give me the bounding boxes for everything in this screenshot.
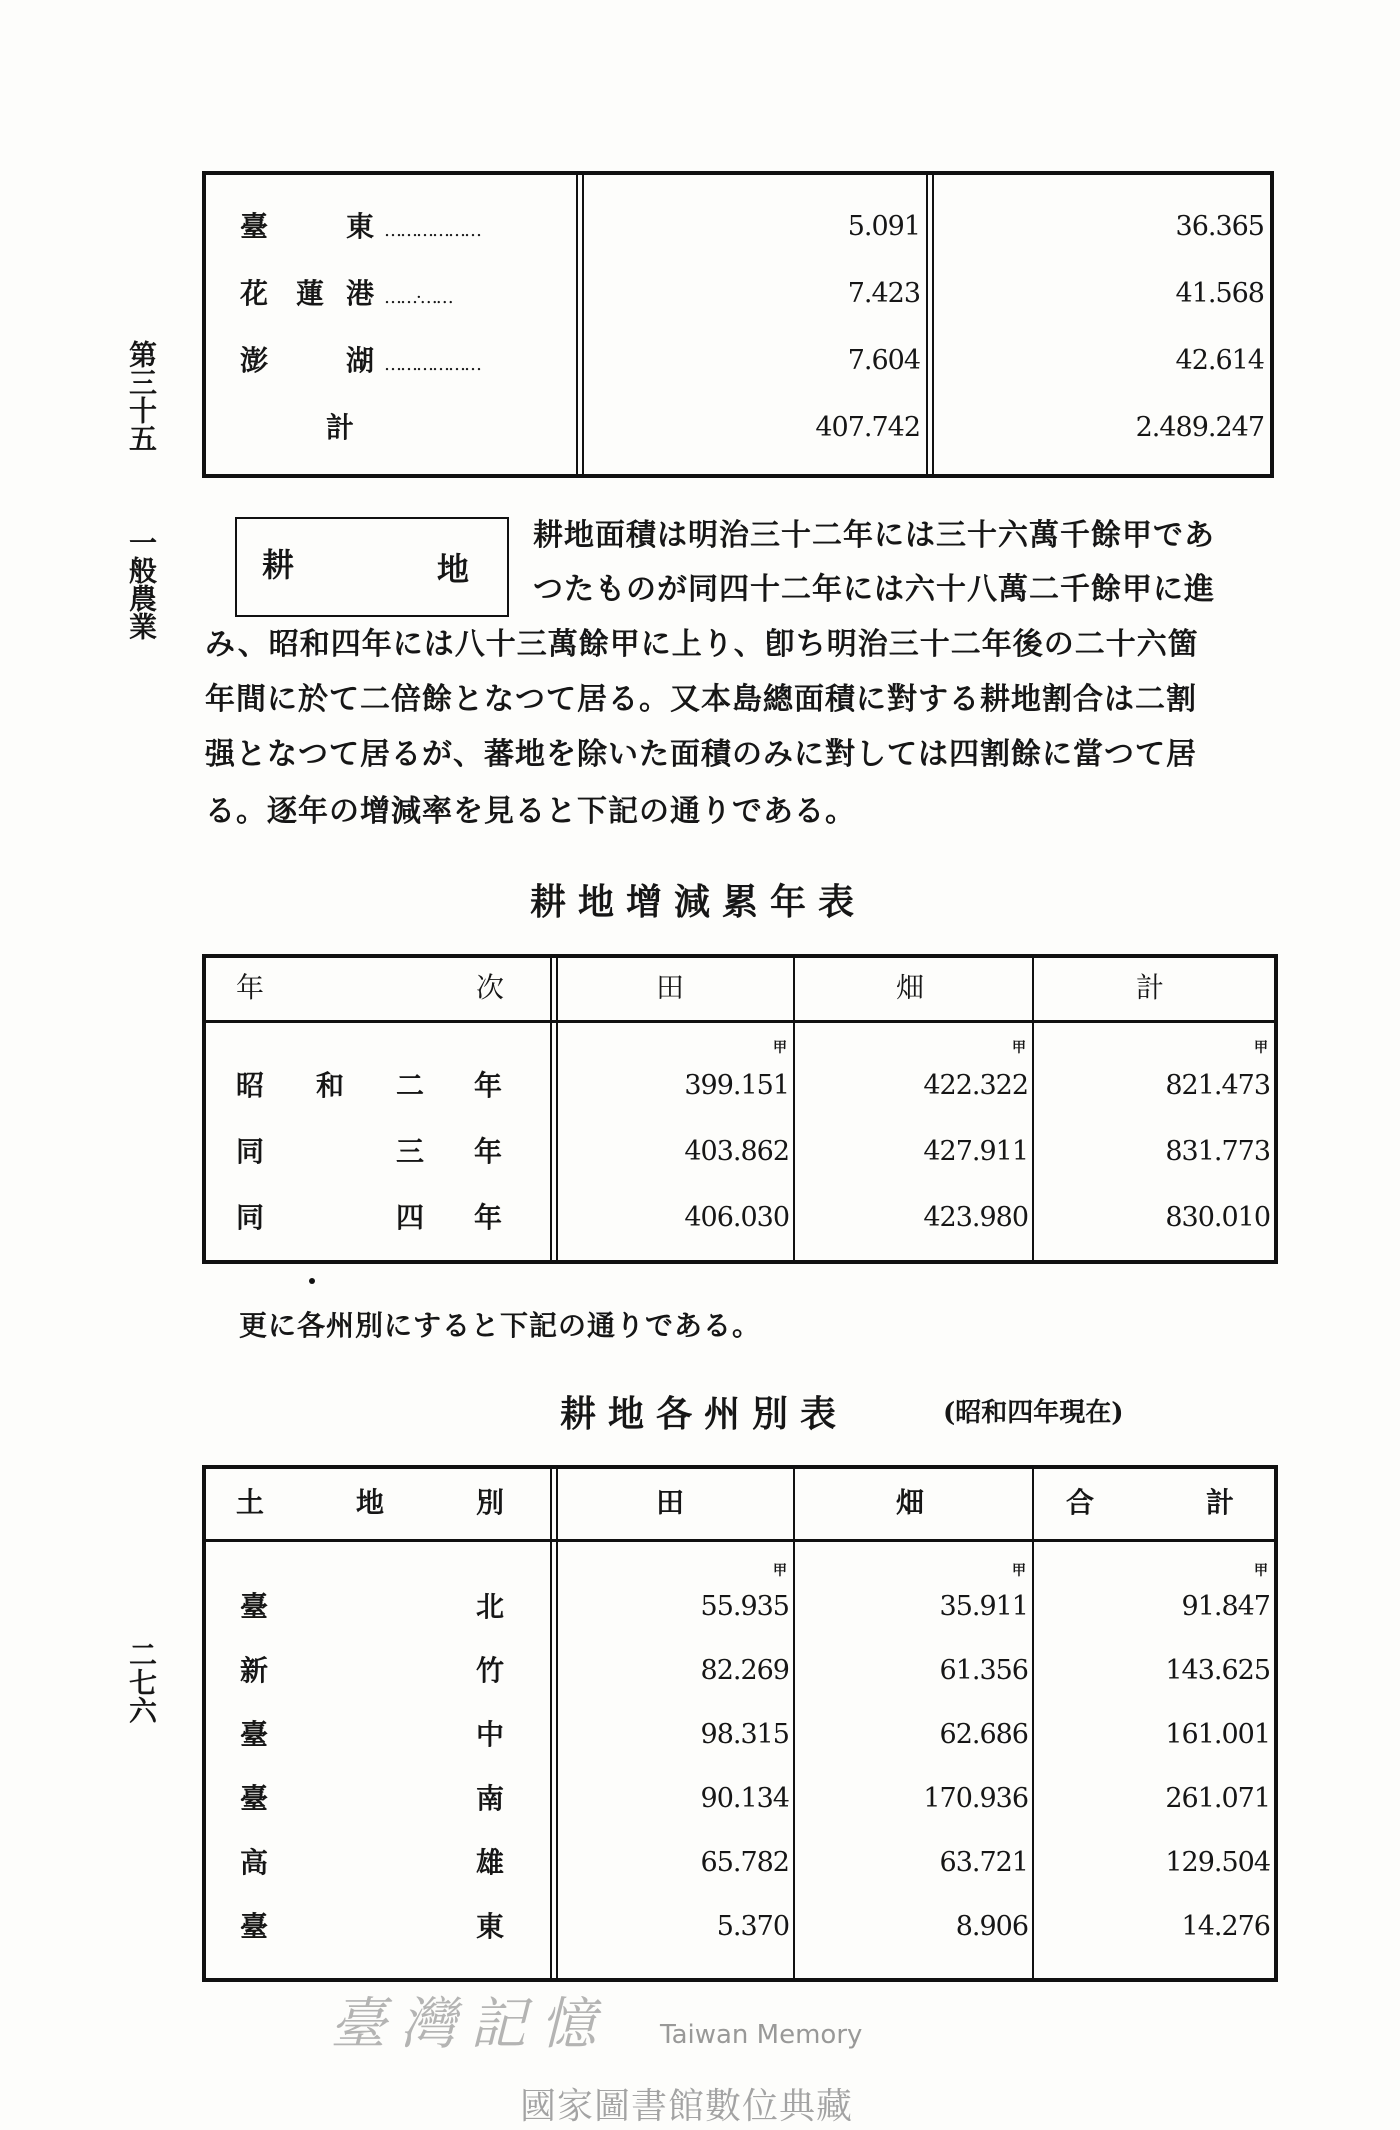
value-cell: 830.010 bbox=[1165, 1202, 1270, 1233]
value-cell: 63.721 bbox=[939, 1847, 1028, 1878]
paragraph-line: 耕地面積は明治三十二年には三十六萬千餘甲であ bbox=[533, 518, 1215, 553]
unit-label: 甲 bbox=[1012, 1563, 1026, 1579]
leader-dots: ……………… bbox=[384, 354, 480, 375]
value-cell: 7.423 bbox=[847, 278, 920, 309]
section-box-char-2: 地 bbox=[437, 550, 470, 588]
column-divider bbox=[1032, 1469, 1034, 1978]
value-cell: 14.276 bbox=[1181, 1911, 1270, 1942]
chapter-label: 第三十五 bbox=[125, 340, 158, 452]
total-label: 計 bbox=[326, 411, 355, 444]
cultivated-land-by-prefecture-table bbox=[202, 1465, 1278, 1982]
year-char: 年 bbox=[474, 1069, 503, 1102]
header-rule bbox=[206, 1539, 1274, 1542]
cultivated-land-yearly-table bbox=[202, 954, 1278, 1264]
column-divider bbox=[576, 175, 584, 474]
value-cell: 7.604 bbox=[847, 345, 920, 376]
value-cell: 821.473 bbox=[1165, 1070, 1270, 1101]
prefecture-char: 東 bbox=[476, 1910, 505, 1943]
paragraph-line: 强となつて居るが、蕃地を除いた面積のみに對しては四割餘に當つて居 bbox=[205, 737, 1197, 772]
value-cell: 82.269 bbox=[700, 1655, 789, 1686]
value-cell: 143.625 bbox=[1165, 1655, 1270, 1686]
header-cell: 田 bbox=[656, 971, 685, 1004]
value-cell: 61.356 bbox=[939, 1655, 1028, 1686]
unit-label: 甲 bbox=[773, 1563, 787, 1579]
header-cell: 畑 bbox=[896, 971, 925, 1004]
region-name-end: 港 bbox=[346, 277, 375, 310]
value-cell: 403.862 bbox=[684, 1136, 789, 1167]
paragraph-line: み、昭和四年には八十三萬餘甲に上り、卽ち明治三十二年後の二十六箇 bbox=[205, 627, 1199, 662]
total-value: 2.489.247 bbox=[1135, 412, 1264, 443]
value-cell: 170.936 bbox=[923, 1783, 1028, 1814]
header-cell: 田 bbox=[656, 1486, 685, 1519]
unit-label: 甲 bbox=[1254, 1563, 1268, 1579]
value-cell: 422.322 bbox=[923, 1070, 1028, 1101]
header-cell: 計 bbox=[1136, 971, 1165, 1004]
year-char: 四 bbox=[396, 1201, 425, 1234]
region-name: 花 蓮 bbox=[240, 277, 325, 310]
value-cell: 36.365 bbox=[1175, 211, 1264, 242]
unit-label: 甲 bbox=[1254, 1040, 1268, 1056]
year-char: 和 bbox=[316, 1069, 345, 1102]
total-value: 407.742 bbox=[815, 412, 920, 443]
header-cell: 合 bbox=[1066, 1486, 1095, 1519]
paragraph-line: つたものが同四十二年には六十八萬二千餘甲に進 bbox=[533, 572, 1215, 607]
prefecture-char: 臺 bbox=[240, 1910, 269, 1943]
year-char: 年 bbox=[474, 1135, 503, 1168]
unit-label: 甲 bbox=[773, 1040, 787, 1056]
paragraph-line: 年間に於て二倍餘となつて居る。又本島總面積に對する耕地割合は二割 bbox=[205, 682, 1197, 717]
prefecture-char: 中 bbox=[476, 1718, 505, 1751]
prefecture-char: 新 bbox=[240, 1654, 269, 1687]
value-cell: 129.504 bbox=[1165, 1847, 1270, 1878]
watermark-logo: 臺灣記憶 bbox=[330, 1992, 610, 2057]
section-box bbox=[235, 517, 509, 617]
value-cell: 35.911 bbox=[939, 1591, 1028, 1622]
ink-dot bbox=[309, 1278, 315, 1284]
value-cell: 42.614 bbox=[1175, 345, 1264, 376]
column-divider bbox=[926, 175, 934, 474]
header-cell: 次 bbox=[476, 971, 505, 1004]
header-cell: 畑 bbox=[896, 1486, 925, 1519]
value-cell: 423.980 bbox=[923, 1202, 1028, 1233]
year-char: 同 bbox=[236, 1135, 265, 1168]
leader-dots: ……·…… bbox=[384, 287, 452, 308]
table2-title: 耕地增減累年表 bbox=[530, 881, 867, 923]
prefecture-char: 北 bbox=[476, 1590, 505, 1623]
footer-archive-label: 國家圖書館數位典藏 bbox=[520, 2086, 854, 2127]
column-divider bbox=[793, 958, 795, 1260]
value-cell: 65.782 bbox=[700, 1847, 789, 1878]
header-cell: 別 bbox=[476, 1486, 505, 1519]
table3-subtitle: (昭和四年現在) bbox=[943, 1398, 1124, 1428]
value-cell: 5.370 bbox=[716, 1911, 789, 1942]
column-divider bbox=[793, 1469, 795, 1978]
year-char: 二 bbox=[396, 1069, 425, 1102]
value-cell: 8.906 bbox=[955, 1911, 1028, 1942]
page-number: 二七六 bbox=[125, 1640, 158, 1724]
region-name-end: 湖 bbox=[346, 344, 375, 377]
value-cell: 90.134 bbox=[700, 1783, 789, 1814]
value-cell: 161.001 bbox=[1165, 1719, 1270, 1750]
prefecture-char: 雄 bbox=[476, 1846, 505, 1879]
region-name: 澎 bbox=[240, 344, 269, 377]
year-char: 年 bbox=[474, 1201, 503, 1234]
column-divider bbox=[550, 958, 558, 1260]
year-char: 同 bbox=[236, 1201, 265, 1234]
prefecture-char: 臺 bbox=[240, 1590, 269, 1623]
unit-label: 甲 bbox=[1012, 1040, 1026, 1056]
section-label: 一般農業 bbox=[125, 528, 158, 640]
value-cell: 427.911 bbox=[923, 1136, 1028, 1167]
prefecture-char: 臺 bbox=[240, 1718, 269, 1751]
value-cell: 5.091 bbox=[847, 211, 920, 242]
region-name: 臺 bbox=[240, 210, 269, 243]
prefecture-char: 竹 bbox=[476, 1654, 505, 1687]
value-cell: 62.686 bbox=[939, 1719, 1028, 1750]
value-cell: 399.151 bbox=[684, 1070, 789, 1101]
header-rule bbox=[206, 1020, 1274, 1023]
prefecture-char: 臺 bbox=[240, 1782, 269, 1815]
prefecture-char: 南 bbox=[476, 1782, 505, 1815]
leader-dots: ……………… bbox=[384, 220, 480, 241]
paragraph-line: る。逐年の增減率を見ると下記の通りである。 bbox=[205, 794, 856, 829]
value-cell: 406.030 bbox=[684, 1202, 789, 1233]
year-char: 三 bbox=[396, 1135, 425, 1168]
column-divider bbox=[1032, 958, 1034, 1260]
header-cell: 年 bbox=[236, 971, 265, 1004]
header-cell: 計 bbox=[1206, 1486, 1235, 1519]
column-divider bbox=[550, 1469, 558, 1978]
top-table bbox=[202, 171, 1274, 478]
header-cell: 土 bbox=[236, 1486, 265, 1519]
year-char: 昭 bbox=[236, 1069, 265, 1102]
prefecture-char: 高 bbox=[240, 1846, 269, 1879]
value-cell: 261.071 bbox=[1165, 1783, 1270, 1814]
section-box-char-1: 耕 bbox=[262, 546, 295, 584]
note-text: 更に各州別にすると下記の通りである。 bbox=[239, 1309, 762, 1342]
value-cell: 55.935 bbox=[700, 1591, 789, 1622]
region-name-end: 東 bbox=[346, 210, 375, 243]
header-cell: 地 bbox=[356, 1486, 385, 1519]
value-cell: 91.847 bbox=[1181, 1591, 1270, 1622]
value-cell: 98.315 bbox=[700, 1719, 789, 1750]
watermark-latin: Taiwan Memory bbox=[660, 2020, 863, 2050]
value-cell: 831.773 bbox=[1165, 1136, 1270, 1167]
table3-title: 耕地各州別表 bbox=[560, 1393, 849, 1435]
value-cell: 41.568 bbox=[1175, 278, 1264, 309]
